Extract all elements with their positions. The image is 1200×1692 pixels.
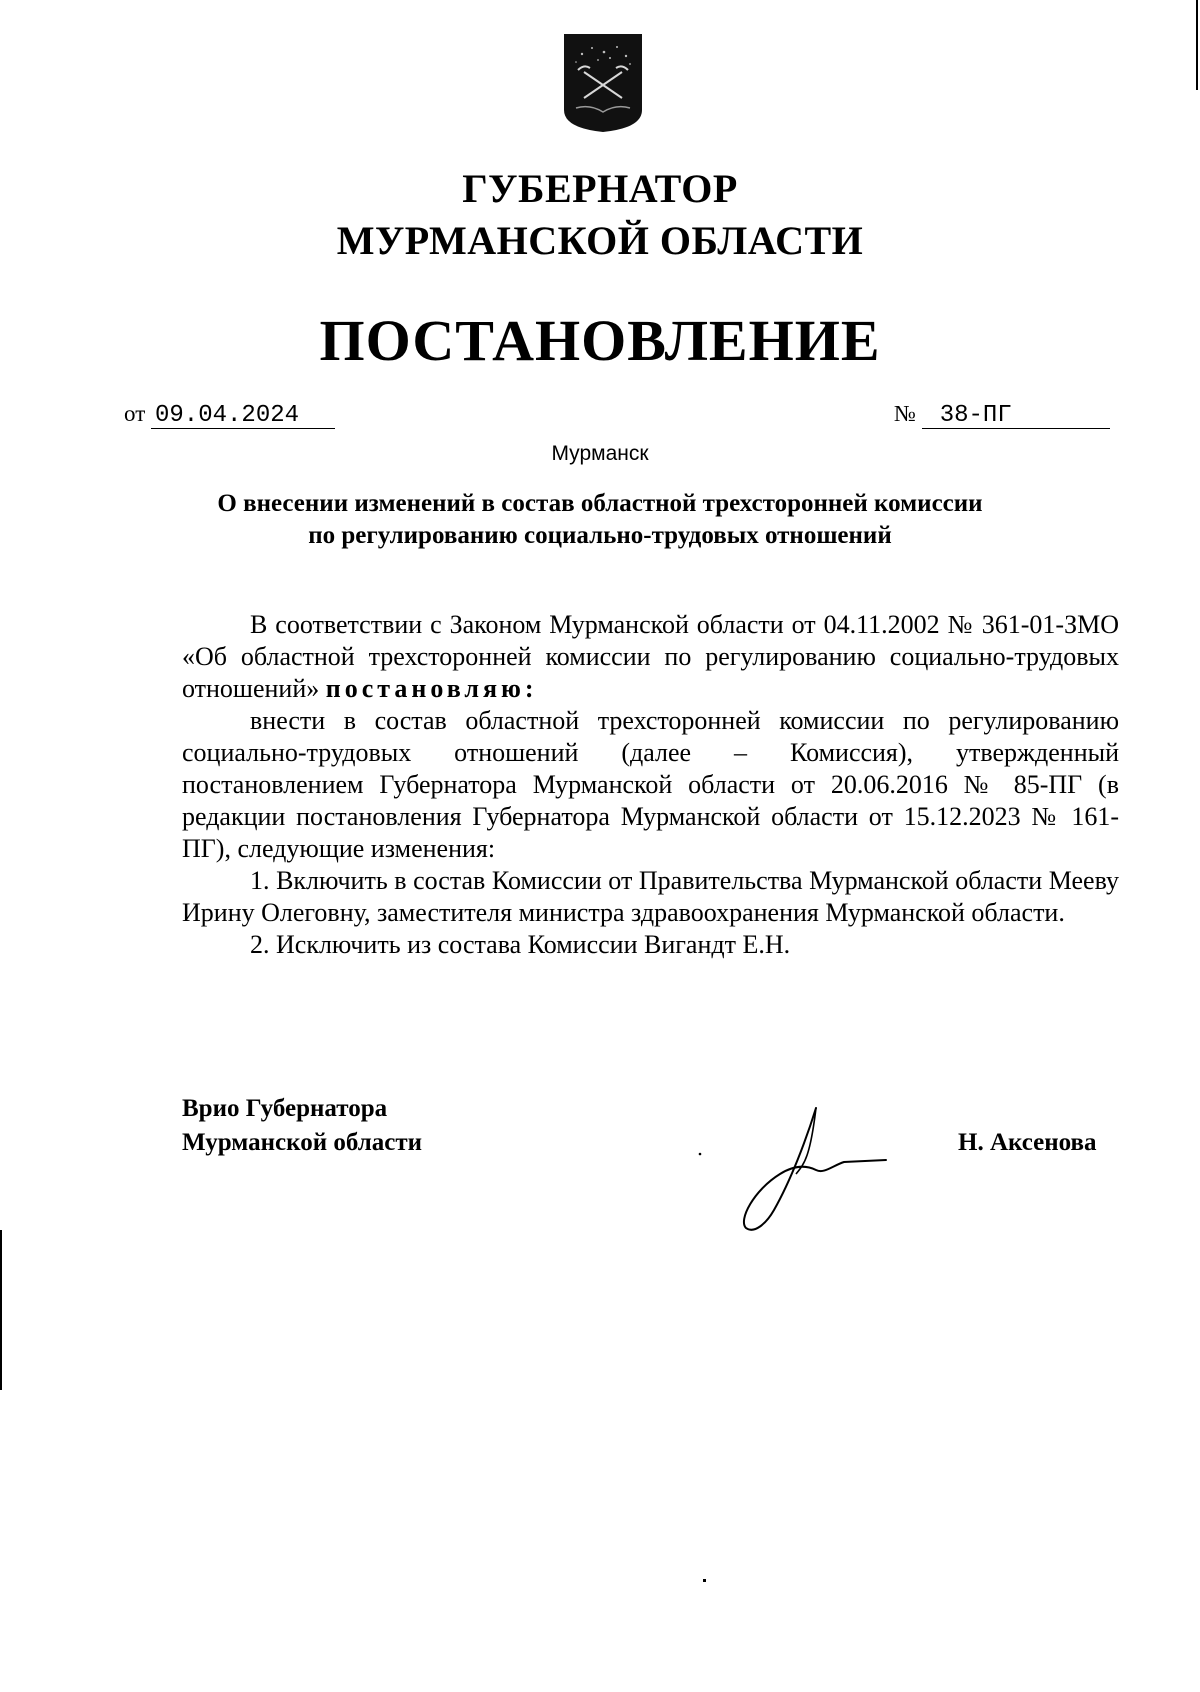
number-value: 38-ПГ [922, 404, 1110, 429]
decree-date [124, 400, 335, 429]
resolution-keyword: постановляю: [325, 674, 538, 703]
amendment-item-1: 1. Включить в состав Комиссии от Правительства Мурманской области Мееву Ирину Олеговну, заместителя министра здравоохранения Мурманской области. [182, 866, 1119, 927]
decree-body [182, 609, 1119, 961]
issuer-title-line-2: МУРМАНСКОЙ ОБЛАСТИ [336, 218, 864, 263]
number-prefix: № [894, 401, 916, 426]
scan-dot [703, 1579, 706, 1582]
decree-subject [150, 488, 1050, 552]
signatory-position [182, 1092, 422, 1160]
scan-edge-mark [0, 1230, 2, 1390]
signatory-name: Н. Аксенова [958, 1129, 1097, 1156]
coat-of-arms-icon [562, 32, 644, 134]
city-label: Мурманск [551, 442, 649, 465]
amendment-paragraph: внести в состав областной трехсторонней комиссии по регулированию социально-трудовых отношений (далее – Комиссия), утвержденный постановлением Губернатора Мурманской области от 20.06.2016 № 85-ПГ (в редакции постановления Губернатора Мурманской области от 15.12.2023 № 161-ПГ), следующие изменения: [182, 706, 1119, 863]
amendment-item-2: 2. Исключить из состава Комиссии Вигандт Е.Н. [250, 930, 791, 959]
handwritten-signature [696, 1100, 896, 1240]
issuer-title-line-1: ГУБЕРНАТОР [462, 166, 738, 211]
date-value: 09.04.2024 [151, 404, 335, 429]
decree-number [894, 400, 1110, 429]
date-prefix: от [124, 401, 146, 426]
subject-line-2: по регулированию социально-трудовых отношений [308, 522, 892, 549]
subject-line-1: О внесении изменений в состав областной трехсторонней комиссии [217, 490, 983, 517]
preamble-text: В соответствии с Законом Мурманской области от 04.11.2002 № 361-01-ЗМО «Об областной трехсторонней комиссии по регулированию социально-трудовых отношений» [182, 610, 1119, 703]
document-type-title: ПОСТАНОВЛЕНИЕ [319, 308, 881, 373]
position-line-2: Мурманской области [182, 1129, 423, 1156]
preamble-paragraph [182, 609, 1119, 705]
scan-edge-mark [1196, 0, 1198, 90]
position-line-1: Врио Губернатора [182, 1095, 388, 1122]
